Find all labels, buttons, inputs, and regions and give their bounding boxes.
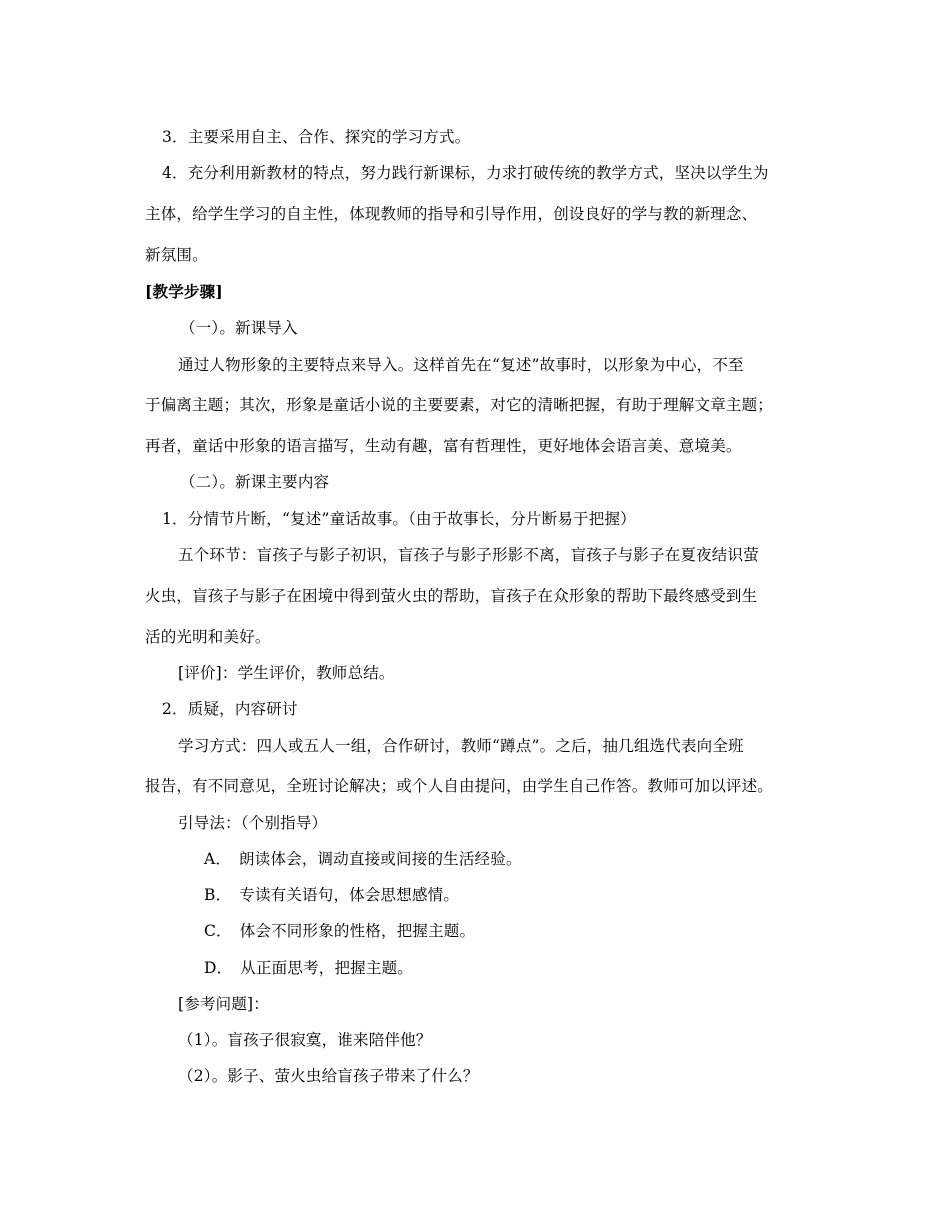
list-item-c: C． 体会不同形象的性格，把握主题。 [204, 922, 476, 940]
text-line-item-4: 4．充分利用新教材的特点，努力践行新课标，力求打破传统的教学方式，坚决以学生为 [162, 164, 769, 182]
list-item-b: B． 专读有关语句，体会思想感情。 [204, 886, 460, 904]
text-line: 学习方式：四人或五人一组，合作研讨，教师“蹲点”。之后，抽几组选代表向全班 [178, 737, 744, 755]
text-line: 五个环节：盲孩子与影子初识，盲孩子与影子形影不离，盲孩子与影子在夏夜结识萤 [178, 546, 759, 564]
text-line: 活的光明和美好。 [145, 628, 271, 646]
section-heading-teaching-steps: [教学步骤] [145, 282, 223, 301]
text-line-item-2: 2．质疑，内容研讨 [162, 700, 298, 718]
text-line: 新氛围。 [145, 246, 208, 264]
text-line-item-1: 1．分情节片断，“复述”童话故事。（由于故事长，分片断易于把握） [162, 510, 636, 528]
text-line-reference-questions: [参考问题]： [178, 995, 269, 1013]
text-line-item-3: 3．主要采用自主、合作、探究的学习方式。 [162, 128, 471, 146]
subheading-new-lesson-intro: （一）。新课导入 [180, 319, 298, 337]
question-item-2: （2）。影子、萤火虫给盲孩子带来了什么？ [178, 1067, 479, 1085]
text-line: 报告，有不同意见，全班讨论解决；或个人自由提问，由学生自己作答。教师可加以评述。 [145, 777, 774, 795]
question-item-1: （1）。盲孩子很寂寞，谁来陪伴他？ [178, 1031, 432, 1049]
text-line: 火虫，盲孩子与影子在困境中得到萤火虫的帮助，盲孩子在众形象的帮助下最终感受到生 [145, 587, 758, 605]
text-line-guidance: 引导法：（个别指导） [178, 814, 328, 832]
text-line: 于偏离主题；其次，形象是童话小说的主要要素，对它的清晰把握，有助于理解文章主题； [145, 396, 774, 414]
list-item-d: D． 从正面思考，把握主题。 [204, 959, 413, 977]
text-line-evaluation: [评价]：学生评价，教师总结。 [178, 664, 395, 682]
text-line: 通过人物形象的主要特点来导入。这样首先在“复述”故事时，以形象为中心，不至 [178, 356, 744, 374]
text-line: 再者，童话中形象的语言描写，生动有趣，富有哲理性，更好地体会语言美、意境美。 [145, 437, 742, 455]
list-item-a: A． 朗读体会，调动直接或间接的生活经验。 [204, 850, 522, 868]
text-line: 主体，给学生学习的自主性，体现教师的指导和引导作用，创设良好的学与教的新理念、 [145, 205, 758, 223]
subheading-new-lesson-content: （二）。新课主要内容 [180, 473, 330, 491]
